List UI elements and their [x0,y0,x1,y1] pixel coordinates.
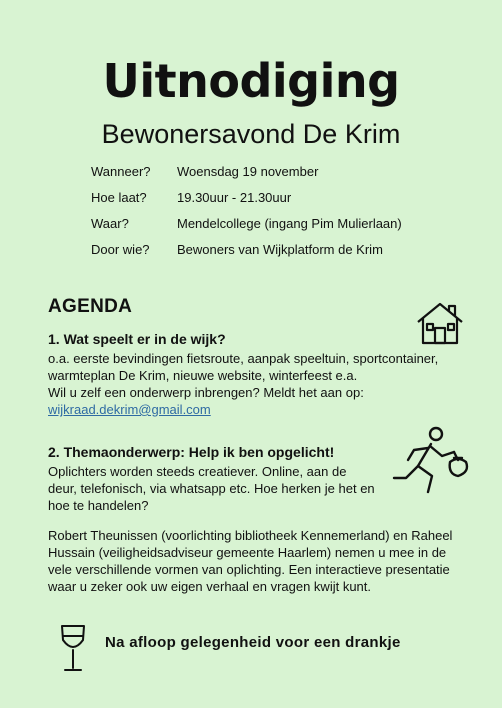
detail-value: Mendelcollege (ingang Pim Mulierlaan) [177,216,402,231]
agenda-heading: AGENDA [48,296,133,317]
thief-running-icon [388,422,470,507]
detail-label: Door wie? [91,242,150,257]
agenda-item-1-body: o.a. eerste bevindingen fietsroute, aanpak speeltuin, sportcontainer, warmteplan De Krim, nieuwe website, winterfeest e.a. [48,351,439,383]
detail-row-when [91,164,402,190]
drink-text: Na afloop gelegenheid voor een drankje [105,634,401,651]
detail-value: Bewoners van Wijkplatform de Krim [177,242,383,257]
detail-row-who [91,242,402,268]
agenda-item-1 [48,331,463,418]
agenda-item-2-body: Oplichters worden steeds creatiever. Online, aan de deur, telefonisch, via whatsapp etc. Hoe herken je het en hoe te handelen? [48,464,375,513]
detail-label: Hoe laat? [91,190,147,205]
detail-value: Woensdag 19 november [177,164,319,179]
detail-row-where [91,216,402,242]
wine-glass-icon [58,624,88,679]
detail-label: Wanneer? [91,164,151,179]
agenda-item-1-title: 1. Wat speelt er in de wijk? [48,331,226,347]
agenda-item-1-prompt: Wil u zelf een onderwerp inbrengen? Meldt het aan op: [48,385,364,400]
event-details [91,164,402,268]
agenda-item-2-title: 2. Themaonderwerp: Help ik ben opgelicht! [48,444,335,460]
email-link[interactable]: wijkraad.dekrim@gmail.com [48,402,211,417]
page-subtitle: Bewonersavond De Krim [101,119,401,149]
page-title: Uitnodiging [102,54,400,108]
detail-label: Waar? [91,216,129,231]
agenda-item-3 [48,527,468,595]
agenda-item-3-body: Robert Theunissen (voorlichting bibliotheek Kennemerland) en Raheel Hussain (veiligheidsadviseur gemeente Haarlem) nemen u mee in de vele verschillende vormen van oplichting. Een interactieve presentatie waar u zeker ook uw eigen verhaal en vragen kwijt kunt. [48,528,453,594]
detail-value: 19.30uur - 21.30uur [177,190,292,205]
detail-row-time [91,190,402,216]
agenda-item-2 [48,444,378,514]
